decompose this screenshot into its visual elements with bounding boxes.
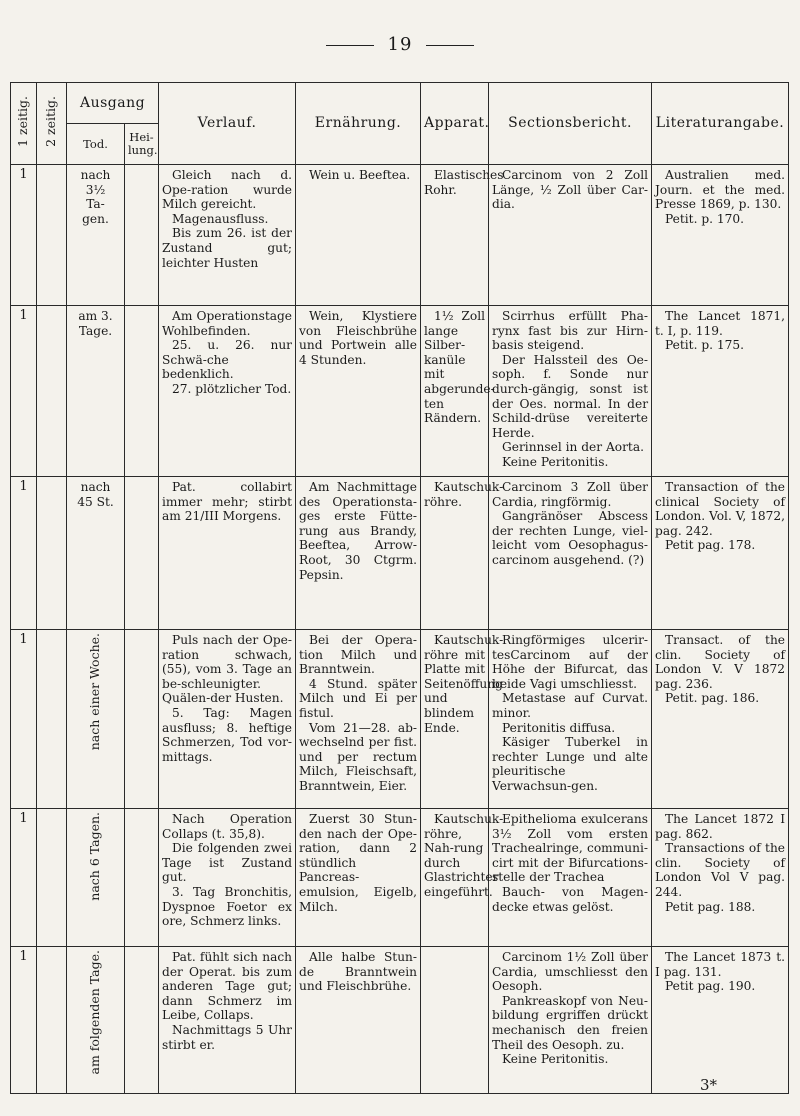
case-table [10,82,789,1094]
literatur-cell [652,477,789,630]
apparat-line: 1½ Zoll lange Silber-kanüle mit abgerunde-ten Rändern. [424,309,495,426]
ernaehrung-line: Alle halbe Stun-de Branntwein und Fleischbrühe. [299,950,418,994]
case-rows [11,165,789,1094]
apparat-line: Kautschuk-röhre mit Platte mit Seitenöffung und blindem Ende. [424,633,504,735]
page-number [0,34,800,55]
sections-line: Carcinom 1½ Zoll über Cardia, umschliesst den Oesoph. [492,950,649,994]
literatur-line: Transactions of the clin. Society of London Vol V pag. 244. [655,841,786,899]
header-ernaehrung: Ernährung. [296,83,421,165]
count-1-zeitig: 1 [11,306,37,477]
literatur-line: The Lancet 1873 t. I pag. 131. [655,950,786,979]
literatur-line: Australien med. Journ. et the med. Presse 1869, p. 130. [655,168,786,212]
sections-line: Peritonitis diffusa. [502,720,616,735]
outcome-tod [67,630,125,809]
count-2-zeitig [37,477,67,630]
verlauf-cell [159,165,296,306]
literatur-line: The Lancet 1871, t. I, p. 119. [655,309,786,338]
sections-line: Pankreaskopf von Neu-bildung ergriffen drückt mechanisch den freien Theil des Oesoph. zu. [492,993,649,1052]
apparat-cell [421,947,489,1094]
sections-cell [489,165,652,306]
signature-mark: 3* [700,1076,718,1094]
header-literaturangabe: Literaturangabe. [652,83,789,165]
outcome-heilung [125,630,159,809]
outcome-tod-line: 3½ [85,182,106,197]
apparat-line: Kautschuk-röhre. [424,480,504,509]
literatur-cell [652,947,789,1094]
ernaehrung-cell [296,165,421,306]
ernaehrung-cell [296,809,421,947]
literatur-cell [652,809,789,947]
ernaehrung-line: Am Nachmittage des Operationsta-ges erste Fütte-rung aus Brandy, Beeftea, Arrow-Root, 30 Ctgrm. Pepsin. [299,480,418,582]
sections-line: Scirrhus erfüllt Pha-rynx fast bis zur Hirn-basis steigend. [492,309,649,353]
literatur-line: Petit pag. 188. [665,899,756,914]
verlauf-line: 5. Tag: Magen ausfluss; 8. heftige Schmerzen, Tod vor-mittags. [162,705,293,764]
outcome-tod-line: 45 St. [77,494,114,509]
outcome-tod-vertical: nach einer Woche. [87,633,103,751]
verlauf-line: Nachmittags 5 Uhr stirbt er. [162,1022,293,1052]
count-1-zeitig: 1 [11,809,37,947]
apparat-cell [421,165,504,306]
verlauf-line: Bis zum 26. ist der Zustand gut; leichter Husten [162,226,293,270]
ernaehrung-line: Bei der Opera-tion Milch und Branntwein. [299,633,418,677]
sections-line: Keine Peritonitis. [502,454,609,469]
literatur-line: Petit. p. 175. [665,338,745,353]
outcome-tod [67,477,125,630]
verlauf-line: Am Operationstage Wohlbefinden. [162,309,293,338]
verlauf-line: 3. Tag Bronchitis, Dyspnoe Foetor ex ore, Schmerz links. [162,884,293,929]
verlauf-cell [159,630,296,809]
literatur-cell [652,165,789,306]
verlauf-line: Pat. fühlt sich nach der Operat. bis zum anderen Tage gut; dann Schmerz im Leibe, Collaps. [162,950,293,1023]
outcome-heilung [125,947,159,1094]
sections-line: Gerinnsel in der Aorta. [502,440,644,455]
verlauf-line: Puls nach der Ope-ration schwach, (55), vom 3. Tage an be-schleunigter. Quälen-der Husten. [162,633,293,706]
sections-cell [489,306,652,477]
outcome-tod [67,306,125,477]
case-row [11,306,789,477]
sections-line: Metastase auf Curvat. minor. [492,691,649,720]
sections-line: Keine Peritonitis. [502,1052,609,1067]
literatur-line: Petit. pag. 186. [665,691,760,706]
sections-line: Bauch- von Magen-decke etwas gelöst. [492,884,649,914]
verlauf-line: Gleich nach d. Ope-ration wurde Milch gereicht. [162,168,293,212]
ernaehrung-cell [296,947,421,1094]
literatur-cell [652,630,789,809]
count-2-zeitig [37,165,67,306]
apparat-cell [421,630,504,809]
header-ausgang: Ausgang [67,83,159,124]
header-1-zeitig: 1 zeitig. [11,83,37,165]
count-1-zeitig: 1 [11,477,37,630]
outcome-tod-vertical: am folgenden Tage. [87,950,103,1075]
ernaehrung-line: 4 Stund. später Milch und Ei per fistul. [299,676,418,720]
outcome-tod [67,809,125,947]
left-rule [326,45,374,46]
count-1-zeitig: 1 [11,947,37,1094]
outcome-tod-line: am 3. [78,309,113,323]
count-1-zeitig: 1 [11,165,37,306]
apparat-line: Elastisches Rohr. [424,168,504,197]
page-number-text: 19 [387,34,413,55]
outcome-tod-line: Ta- [86,197,105,212]
verlauf-line: Magenausfluss. [172,211,269,226]
verlauf-cell [159,809,296,947]
outcome-heilung [125,477,159,630]
sections-cell [489,630,652,809]
verlauf-cell [159,306,296,477]
verlauf-line: Pat. collabirt immer mehr; stirbt am 21/III Morgens. [162,480,293,524]
outcome-tod [67,947,125,1094]
case-row [11,477,789,630]
outcome-tod-line: nach [80,480,111,494]
outcome-tod-line: Tage. [78,323,113,338]
apparat-cell [421,477,504,630]
verlauf-cell [159,947,296,1094]
literatur-line: Transaction of the clinical Society of London. Vol. V, 1872, pag. 242. [655,480,786,538]
verlauf-line: Nach Operation Collaps (t. 35,8). [162,812,293,841]
sections-line: Gangränöser Abscess der rechten Lunge, viel-leicht vom Oesophagus-carcinom ausgehend. (?) [492,509,649,567]
count-2-zeitig [37,947,67,1094]
ernaehrung-cell [296,630,421,809]
sections-cell [489,947,652,1094]
ernaehrung-cell [296,306,421,477]
sections-line: Carcinom 3 Zoll über Cardia, ringförmig. [492,480,649,509]
header-2-zeitig: 2 zeitig. [37,83,67,165]
header-heilung: Hei-lung. [125,124,159,165]
right-rule [426,45,474,46]
sections-line: Der Halssteil des Oe-soph. f. Sonde nur durch-gängig, sonst ist der Oes. normal. In der Schild-drüse vereiterte Herde. [492,352,649,440]
apparat-cell [421,809,504,947]
sections-line: Carcinom von 2 Zoll Länge, ½ Zoll über Car-dia. [492,168,649,212]
outcome-tod [67,165,125,306]
count-2-zeitig [37,306,67,477]
literatur-line: Transact. of the clin. Society of London V. V 1872 pag. 236. [655,633,786,691]
count-2-zeitig [37,630,67,809]
case-row [11,809,789,947]
sections-cell [489,809,652,947]
count-1-zeitig: 1 [11,630,37,809]
literatur-line: The Lancet 1872 I pag. 862. [655,812,786,841]
verlauf-line: 27. plötzlicher Tod. [172,381,292,396]
header-tod: Tod. [67,124,125,165]
verlauf-cell [159,477,296,630]
apparat-line: Kautschuk-röhre, Nah-rung durch Glastrichter eingeführt. [424,812,504,899]
sections-line: Käsiger Tuberkel in rechter Lunge und alte pleuritische Verwachsun-gen. [492,735,649,793]
sections-line: Ringförmiges ulcerir-tesCarcinom auf der Höhe der Bifurcat, das beide Vagi umschliesst. [492,633,649,691]
ernaehrung-line: Zuerst 30 Stun-den nach der Ope-ration, dann 2 stündlich Pancreas-emulsion, Eigelb, Milch. [299,812,418,914]
literatur-line: Petit. p. 170. [665,211,745,226]
apparat-cell [421,306,495,477]
verlauf-line: 25. u. 26. nur Schwä-che bedenklich. [162,338,293,382]
outcome-tod-line: nach [80,168,111,182]
literatur-line: Petit pag. 190. [665,979,756,994]
verlauf-line: Die folgenden zwei Tage ist Zustand gut. [162,841,293,885]
header-verlauf: Verlauf. [159,83,296,165]
header-apparat: Apparat. [421,83,489,165]
sections-line: Epithelioma exulcerans 3½ Zoll vom ersten Trachealringe, communi-cirt mit der Bifurcations-stelle der Trachea [492,812,649,885]
case-row [11,630,789,809]
ernaehrung-cell [296,477,421,630]
header-sectionsbericht: Sectionsbericht. [489,83,652,165]
outcome-tod-line: gen. [82,211,109,226]
sections-cell [489,477,652,630]
outcome-tod-vertical: nach 6 Tagen. [87,812,103,901]
case-row [11,165,789,306]
outcome-heilung [125,165,159,306]
ernaehrung-line: Wein, Klystiere von Fleischbrühe und Portwein alle 4 Stunden. [299,309,418,367]
ernaehrung-line: Wein u. Beeftea. [309,168,411,182]
literatur-cell [652,306,789,477]
outcome-heilung [125,306,159,477]
count-2-zeitig [37,809,67,947]
case-row [11,947,789,1094]
outcome-heilung [125,809,159,947]
literatur-line: Petit pag. 178. [665,538,756,553]
ernaehrung-line: Vom 21—28. ab-wechselnd per fist. und per rectum Milch, Fleischsaft, Branntwein, Eier. [299,720,418,793]
